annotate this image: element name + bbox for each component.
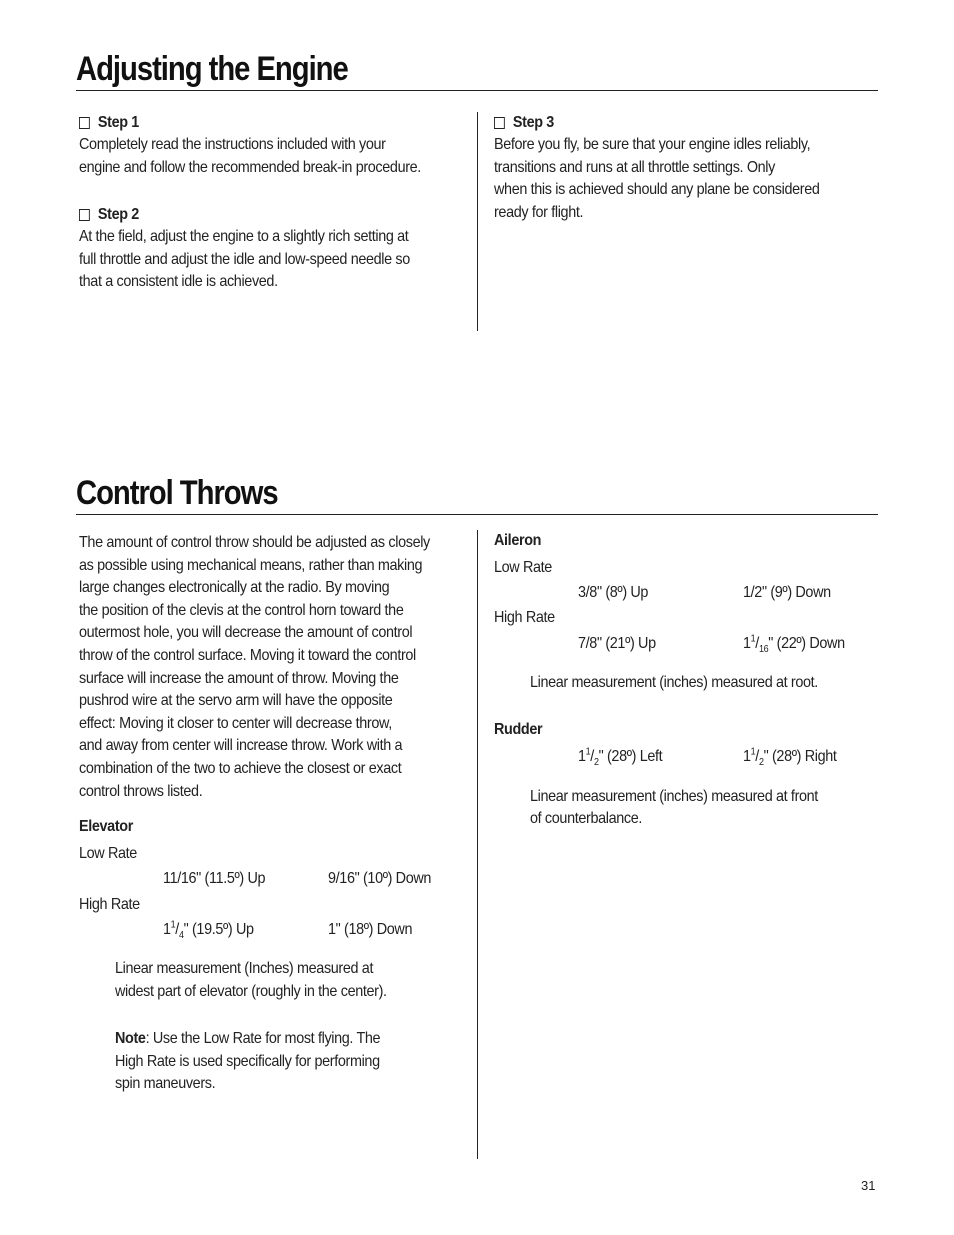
rudder-heading: Rudder [494, 721, 543, 738]
intro-line: pushrod wire at the servo arm will have the opposite [79, 692, 393, 710]
aileron-low-down: 1/2" (9º) Down [743, 584, 831, 601]
intro-line: effect: Moving it closer to center will decrease throw, [79, 714, 392, 732]
elevator-high-rate-label: High Rate [79, 896, 140, 913]
intro-line: combination of the two to achieve the closest or exact [79, 759, 402, 777]
step-3-checkbox[interactable] [494, 117, 505, 129]
step-2-line: that a consistent idle is achieved. [79, 273, 278, 291]
step-2-checkbox[interactable] [79, 209, 90, 221]
rudder-measurement-note: Linear measurement (inches) measured at front [530, 788, 818, 805]
rudder-left: $1^1/_2$" (28º) Left [578, 746, 663, 769]
step-3-line: Before you fly, be sure that your engine idles reliably, [494, 136, 811, 153]
step-2-line: At the field, adjust the engine to a slightly rich setting at [79, 228, 409, 245]
aileron-measurement-note: Linear measurement (inches) measured at root. [530, 674, 818, 691]
engine-step-3 [494, 112, 856, 224]
aileron-low-rate-label: Low Rate [494, 559, 552, 576]
step-3-line: transitions and runs at all throttle settings. Only [494, 158, 775, 176]
throws-section-title: Control Throws [76, 474, 278, 512]
elevator-low-up: 11/16" (11.5º) Up [163, 870, 266, 887]
elevator-rate-note: High Rate is used specifically for performing [115, 1053, 380, 1070]
intro-line: throw of the control surface. Moving it toward the control [79, 646, 416, 664]
throws-title-rule [76, 514, 878, 515]
elevator-rate-note: Note: Use the Low Rate for most flying. The [115, 1030, 381, 1047]
elevator-measurement-note: widest part of elevator (roughly in the center). [115, 983, 387, 1000]
intro-line: control throws listed. [79, 782, 203, 800]
intro-line: surface will increase the amount of throw. Moving the [79, 669, 399, 687]
throws-column-divider [477, 530, 478, 1159]
engine-step-2 [79, 204, 447, 294]
intro-line: the position of the clevis at the control horn toward the [79, 601, 404, 619]
step-1-line: engine and follow the recommended break-in procedure. [79, 158, 421, 176]
rudder-right: $1^1/_2$" (28º) Right [743, 746, 837, 769]
elevator-measurement-note: Linear measurement (Inches) measured at [115, 960, 374, 977]
elevator-high-down: 1" (18º) Down [328, 921, 413, 938]
aileron-high-down: $1^1/_{16}$" (22º) Down [743, 633, 845, 656]
step-1-label: Step 1 [97, 114, 139, 131]
throws-intro [79, 532, 469, 803]
step-2-line: full throttle and adjust the idle and low-speed needle so [79, 250, 410, 268]
step-1-line: Completely read the instructions included with your [79, 136, 386, 153]
elevator-high-up: $1^1/_4$" (19.5º) Up [163, 919, 254, 942]
note-label: Note [115, 1030, 146, 1047]
aileron-heading: Aileron [494, 532, 542, 549]
aileron-low-up: 3/8" (8º) Up [578, 584, 649, 601]
page-number: 31 [861, 1178, 876, 1193]
elevator-low-down: 9/16" (10º) Down [328, 870, 432, 887]
intro-line: and away from center will increase throw. Work with a [79, 737, 403, 755]
intro-line: The amount of control throw should be adjusted as closely [79, 534, 430, 551]
step-3-line: ready for flight. [494, 203, 584, 221]
rudder-measurement-note: of counterbalance. [530, 810, 643, 827]
step-1-checkbox[interactable] [79, 117, 90, 129]
step-2-label: Step 2 [97, 206, 139, 223]
engine-step-1 [79, 112, 459, 179]
step-3-line: when this is achieved should any plane be considered [494, 181, 820, 199]
elevator-heading: Elevator [79, 818, 133, 835]
aileron-high-up: 7/8" (21º) Up [578, 635, 656, 652]
engine-column-divider [477, 112, 478, 331]
elevator-low-rate-label: Low Rate [79, 845, 137, 862]
intro-line: outermost hole, you will decrease the amount of control [79, 624, 413, 642]
engine-title-rule [76, 90, 878, 91]
intro-line: as possible using mechanical means, rather than making [79, 556, 423, 574]
step-3-label: Step 3 [512, 114, 554, 131]
elevator-rate-note: spin maneuvers. [115, 1075, 216, 1092]
aileron-high-rate-label: High Rate [494, 609, 555, 626]
intro-line: large changes electronically at the radio. By moving [79, 579, 390, 597]
engine-section-title: Adjusting the Engine [76, 50, 348, 88]
